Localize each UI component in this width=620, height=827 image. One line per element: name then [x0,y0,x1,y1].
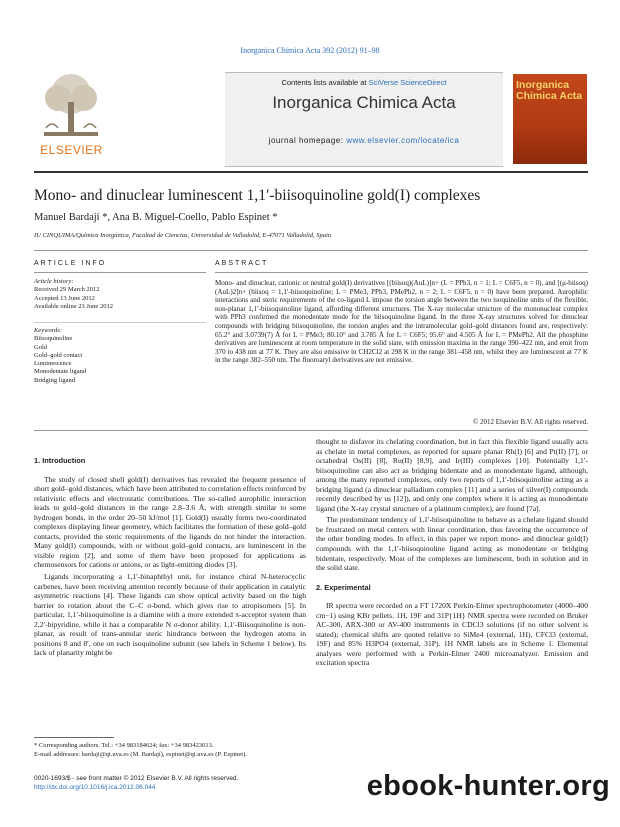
watermark: ebook-hunter.org [366,770,610,802]
paragraph: IR spectra were recorded on a FT 1720X Perkin-Elmer spectrophotometer (4000–400 cm−1) using KBr pellets. 1H, 19F and 31P{1H} NMR spectra were recorded on Bruker AC-300, ARX-300 or AV-400 instruments in CDCl3 solutions (if no other solvent is stated); chemical shifts are quoted relative to SiMe4 (external, 1H), CFCl3 (external, 19F) and 85% H3PO4 (external, 31P). 1H NMR labels are in Scheme 1. Elemental analyses were performed with a Perkin-Elmer 2400 microanalyzer. Emission and excitation spectra [316,601,588,668]
keyword: Luminescence [34,360,72,368]
homepage-link[interactable]: www.elsevier.com/locate/ica [346,136,460,145]
paragraph: Ligands incorporating a 1,1′-binaphthyl unit, for instance chiral N-heterocyclic carbenes, have been receiving attention recently because of their application in catalytic asymmetric reactions [4]. These ligands can show optical activity based on the high barrier to rotation about the C–C σ-bond, which gives rise to atropisomers [5]. In particular, 1,1′-biisoquinoline is a diamine with a more extended π-acceptor system than 2,2′-bipyridine, while it has a comparable N σ-donor ability. 1,1′-Biisoquinoline is non-planar, as result of trans-annular steric hindrance between the hydrogen atoms in positions 8 and 8′, one on each isoquinoline subunit (see labels in Scheme 1 below). Its lack of planarity might be [34,572,306,658]
keywords [34,327,206,385]
introduction-heading: 1. Introduction [34,456,86,465]
keywords-label: Keywords: [34,327,62,334]
experimental-heading: 2. Experimental [316,582,371,592]
article-info-heading: ARTICLE INFO [34,260,107,267]
contents-line [225,78,503,87]
journal-citation[interactable]: Inorganica Chimica Acta 392 (2012) 91–98 [240,46,380,55]
sciencedirect-link[interactable]: SciVerse ScienceDirect [368,78,447,87]
body-column-left [34,456,306,660]
abstract-text: Mono- and dinuclear, cationic or neutral gold(I) derivatives [(biisoq)(AuL)]n+ (L = PPh3, n = 1; L = C6F5, n = 0), and [(μ-biisoq)(AuL)2]n+ (biisoq = 1,1′-biisoquinoline; L = PMe3, PPh3, PMePh2, n = 2; L = C6F5, n = 0) have been prepared. Aurophilic interactions and steric requirements of the co-ligand L impose the torsion angle between the two isoquinoline units of the flexible, non-planar 1,1′-biisoquinoline ligand, affording different structures. The X-ray molecular structure of the mononuclear complex with PPh3 confirmed the monodentate mode for the biisoquinoline ligand. In the three X-ray structures solved for dinuclear compounds with bridging biisoquinoline, the torsion angles and the intramolecular gold–gold distances found are, respectively: 65.2° and 3.0739(7) Å for L = PMe3; 80.10° and 3.785 Å for L = C6F5; 95.6° and 4.505 Å for L = PMePh2. All the phosphine derivatives are luminescent at room temperature in the solid state, with emission maxima in the range 390–422 nm, and emit from 370 to 438 nm at 77 K. They are also emissive in CH2Cl2 at 298 K in the range 381–458 nm, whilst they are luminescent at 77 K in the range 382–550 nm. The fluoroaryl derivatives are not emissive. [215,279,588,365]
article-history [34,278,206,311]
paragraph: The study of closed shell gold(I) derivatives has revealed the frequent presence of short gold–gold distances, which have been attributed to correlation effects reinforced by relativistic effects and electrostatic contributions. The so-called aurophilic interaction leads to gold–gold distances in the range 2.8–3.6 Å, with strength similar to some hydrogen bonds, in the order 20–50 kJ/mol [1]. Gold(I) usually forms two-coordinated complexes displaying linear geometry, which facilitates the formation of these gold–gold contacts, provided the steric requirements of the ligands do not hinder the interaction. Many gold(I) compounds, with or without gold–gold contacts, are luminescent in the visible region [2], and some of them have been proposed for applications as chemosensors for cations or anions, or as light-emitting diodes [3]. [34,474,306,570]
history-accepted: Accepted 13 June 2012 [34,294,95,302]
elsevier-wordmark: ELSEVIER [40,143,103,157]
journal-title: Inorganica Chimica Acta [272,93,456,112]
journal-homepage [225,136,503,145]
keyword: Bridging ligand [34,376,75,384]
paragraph: thought to disfavor its chelating coordination, but in fact this flexible ligand usually acts as chelate in metal complexes, as reported for square planar Rh(I) [6] and Pt(II) [7], or octahedral Os(II) [8], Ru(II) [8,9], and Ir(III) complexes [10]. Potentially 1,1′-biisoquinoline can also act as bridging bidentate and as monodentate ligand, although, among the many reported complexes, only two reports of 1,1′-biisoquinoline acting as a bridging ligand (a dinuclear palladium complex [11] and a series of silver(I) compounds recently described by us [12]), and only one complex where it is acting as monodentate ligand (the X-ray crystal structure of a platinum complex), are found [7a]. [316,437,588,513]
homepage-prefix: journal homepage: [268,136,347,145]
doi-link[interactable]: http://dx.doi.org/10.1016/j.ica.2012.06.044 [34,783,156,791]
history-received: Received 29 March 2012 [34,286,100,294]
keyword: Monodentate ligand [34,368,87,376]
author-list[interactable]: Manuel Bardají *, Ana B. Miguel-Coello, Pablo Espinet * [34,212,278,223]
divider [34,322,206,323]
footnote-rule [34,737,114,738]
divider [34,250,588,251]
body-column-right [316,437,588,670]
email-addresses[interactable]: E-mail addresses: bardaji@qi.uva.es (M. Bardají), espinet@qi.uva.es (P. Espinet). [34,750,247,758]
corresponding-authors-note: * Corresponding authors. Tel.: +34 983184624; fax: +34 983423013. [34,742,214,749]
abstract-heading: ABSTRACT [215,260,269,267]
history-label: Article history: [34,278,74,285]
history-online: Available online 23 June 2012 [34,302,113,310]
header-rule [34,171,588,173]
paragraph: The predominant tendency of 1,1′-biisoquinoline to behave as a chelate ligand should be frustrated on metal centers with linear coordination, thus favoring the occurrence of the other bonding modes. In effect, in this paper we report mono- and dinuclear gold(I) compounds with the 1,1′-biisoquinoline ligand acting as monodentate or bridging bidentate, respectively. Most of the complexes are luminescent, both in solution and in the solid state. [316,515,588,573]
abstract-copyright: © 2012 Elsevier B.V. All rights reserved. [472,418,588,426]
keyword: Gold–gold contact [34,351,83,359]
issn-line: 0020-1693/$ - see front matter © 2012 Elsevier B.V. All rights reserved. [34,775,239,782]
cover-title: Inorganica Chimica Acta [516,79,583,102]
divider [34,272,206,273]
keyword: Biisoquinoline [34,335,73,343]
article-title: Mono- and dinuclear luminescent 1,1′-biisoquinoline gold(I) complexes [34,187,481,204]
keyword: Gold [34,343,47,351]
divider [34,430,588,431]
contents-prefix: Contents lists available at [281,78,369,87]
affiliation: IU CINQUIMA/Química Inorgánica, Facultad de Ciencias, Universidad de Valladolid, E-47071 Valladolid, Spain [34,232,332,239]
footnotes [34,742,314,759]
divider [215,272,588,273]
